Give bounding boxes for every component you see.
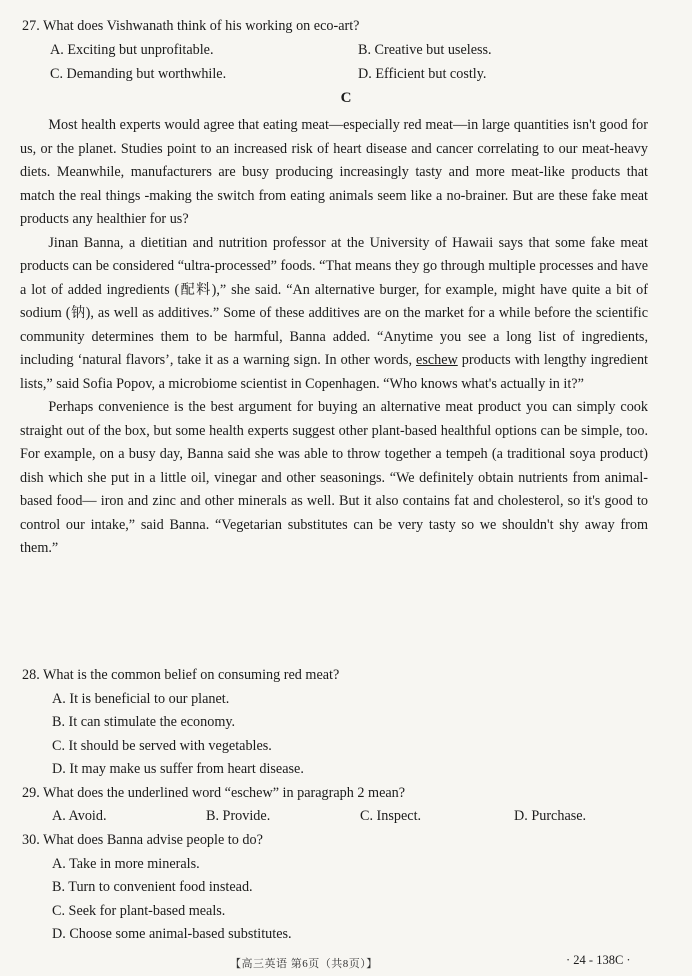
question-28-option-b: B. It can stimulate the economy. [52,714,236,730]
question-30-option-c: C. Seek for plant-based meals. [52,903,226,919]
question-27-option-b: B. Creative but useless. [358,42,492,58]
question-30-stem: 30. What does Banna advise people to do? [22,832,263,848]
question-29-option-b: B. Provide. [206,808,271,824]
passage-paragraph-3: Perhaps convenience is the best argument for buying an alternative meat product you can simply cook straight out of the box, but some health experts suggest other plant-based healthful options can be simple, too. For example, on a busy day, Banna said she was able to throw together a tempeh (a traditional soya product) dish which she put in a little oil, vinegar and other seasonings. “We definitely obtain nutrients from animal-based food— iron and zinc and other minerals as well. But it also contains fat and cholesterol, so it's good to control our intake,” said Banna. “Vegetarian substitutes can be very tasty so we shouldn't shy away from them.” [20,399,648,556]
underlined-word-eschew: eschew [416,352,458,368]
question-29-option-a: A. Avoid. [52,808,107,824]
question-29-stem: 29. What does the underlined word “eschew” in paragraph 2 mean? [22,785,406,801]
section-heading: C [340,90,352,106]
question-29-option-c: C. Inspect. [360,808,422,824]
question-27-option-a: A. Exciting but unprofitable. [50,42,214,58]
paragraph-2-text-end: products with lengthy ingredient lists,” said Sofia Popov, a microbiome scientist in Copenhagen. “Who knows what's actually in it?” [20,352,648,392]
passage-paragraph-2 [20,232,648,397]
passage-paragraph-1: Most health experts would agree that eating meat—especially red meat—in large quantities isn't good for us, or the planet. Studies point to an increased risk of heart disease and cancer correlating to our meat-heavy diets. Meanwhile, manufacturers are busy producing increasingly tasty and more meat-like products that match the real things -making the switch from eating animals seem like a no-brainer. But are these fake meat products any healthier for us? [20,117,648,227]
reading-passage [20,114,648,561]
question-28-option-c: C. It should be served with vegetables. [52,738,272,754]
question-30-option-d: D. Choose some animal-based substitutes. [52,926,292,942]
question-27-stem: 27. What does Vishwanath think of his working on eco-art? [22,18,360,34]
question-27-option-d: D. Efficient but costly. [358,66,487,82]
question-28-stem: 28. What is the common belief on consuming red meat? [22,667,340,683]
question-27-option-c: C. Demanding but worthwhile. [50,66,227,82]
question-29-option-d: D. Purchase. [514,808,587,824]
question-28-option-a: A. It is beneficial to our planet. [52,691,230,707]
page-code: · 24 - 138C · [566,953,631,967]
question-28-option-d: D. It may make us suffer from heart disease. [52,761,304,777]
question-30-option-b: B. Turn to convenient food instead. [52,879,253,895]
paragraph-2-text-start: Jinan Banna, a dietitian and nutrition professor at the University of Hawaii says that some fake meat products can be considered “ultra-processed” foods. “That means they go through multiple processes and have a lot of added ingredients (配料),” she said. “An alternative burger, for example, might have quite a bit of sodium (钠), as well as additives.” Some of these additives are on the market for a while before the scientific community determines them to be harmful, Banna added. “Anytime you see a long list of ingredients, including ‘natural flavors’, take it as a warning sign. In other words, [20,234,648,368]
question-30-option-a: A. Take in more minerals. [52,856,200,872]
page-footer-label: 【高三英语 第6页（共8页）】 [230,958,378,970]
